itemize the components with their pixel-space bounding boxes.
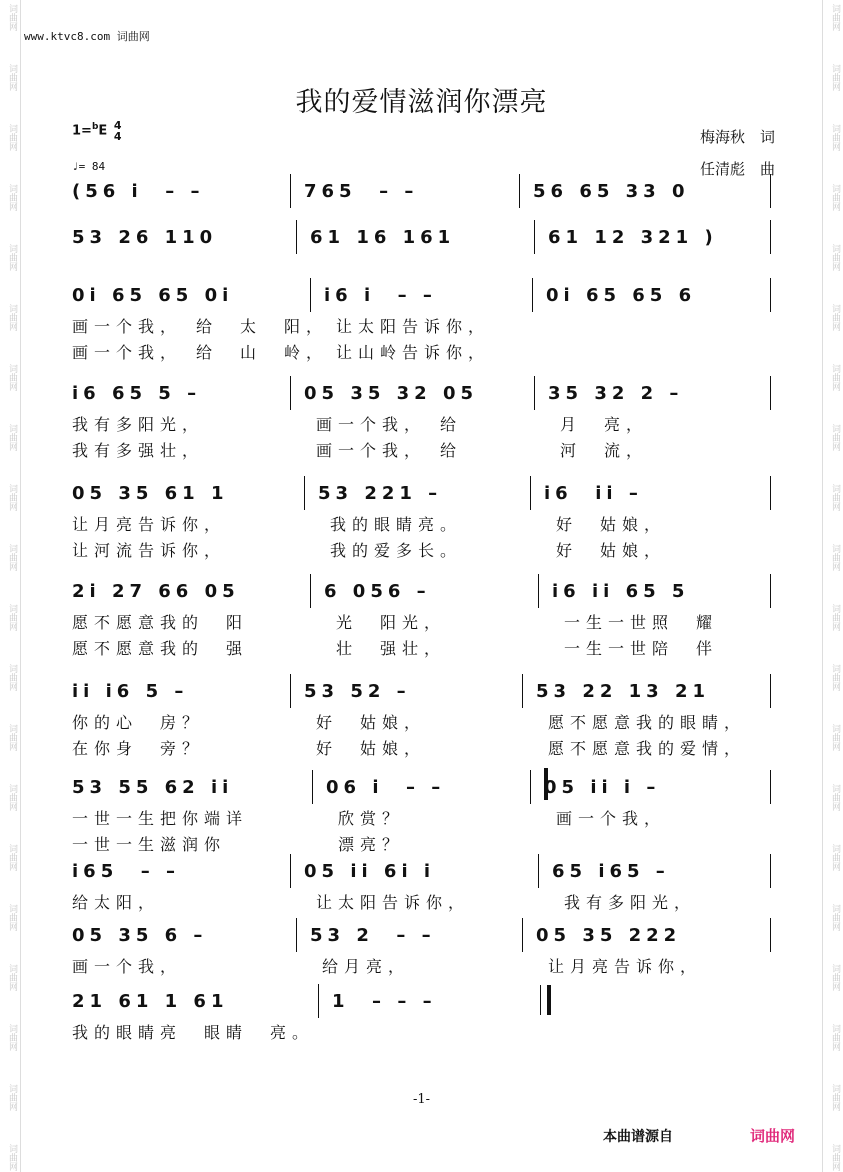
barline	[770, 770, 771, 804]
barline	[310, 574, 311, 608]
lyric-text: 我有多阳光，	[72, 415, 205, 434]
brand-logo: 词曲网	[750, 1127, 796, 1145]
barline	[770, 278, 771, 312]
measure-notes: 56 65 33 0	[533, 181, 690, 202]
lyric-text: 画一个我，	[556, 809, 667, 828]
score-line	[64, 924, 776, 948]
score-line	[64, 776, 776, 800]
barline	[312, 770, 313, 804]
measure-notes: 53 22 13 21	[536, 681, 710, 702]
barline	[530, 770, 531, 804]
watermark-text: 词曲网	[830, 904, 840, 931]
barline	[534, 376, 535, 410]
lyric-text: 好 姑娘，	[556, 515, 667, 534]
lyric-text: 给太阳，	[72, 893, 161, 912]
barline	[530, 476, 531, 510]
lyric-text: 一世一生滋润你	[72, 835, 227, 854]
lyric-text: 让山岭告诉你，	[336, 343, 491, 362]
watermark-text: 词曲网	[7, 124, 17, 151]
watermark-text: 词曲网	[7, 1084, 17, 1111]
measure-notes: (56 i – –	[72, 181, 205, 202]
watermark-text: 词曲网	[7, 604, 17, 631]
barline	[290, 174, 291, 208]
lyric-text: 让月亮告诉你，	[548, 957, 703, 976]
key-signature: 1=$^b$E 4 4	[72, 119, 122, 143]
measure-notes: 61 12 321 )	[548, 227, 718, 248]
score-line	[64, 990, 776, 1014]
measure-notes: 53 221 –	[318, 483, 443, 504]
watermark-text: 词曲网	[7, 64, 17, 91]
lyric-text: 壮 强壮，	[336, 639, 447, 658]
barline	[770, 220, 771, 254]
measure-notes: 61 16 161	[310, 227, 456, 248]
score-line	[64, 482, 776, 506]
barline	[296, 918, 297, 952]
composer: 任清彪 曲	[699, 160, 775, 178]
watermark-text: 词曲网	[830, 1024, 840, 1051]
measure-notes: 0i 65 65 6	[546, 285, 697, 306]
measure-notes: i65 – –	[72, 861, 181, 882]
watermark-text: 词曲网	[7, 184, 17, 211]
measure-notes: i6 i – –	[324, 285, 437, 306]
lyric-text: 我的眼睛亮 眼睛 亮。	[72, 1023, 315, 1042]
score-line	[64, 284, 776, 308]
score-line	[64, 226, 776, 250]
measure-notes: 21 61 1 61	[72, 991, 229, 1012]
watermark-text: 词曲网	[7, 244, 17, 271]
barline	[318, 984, 319, 1018]
measure-notes: 2i 27 66 05	[72, 581, 240, 602]
lyric-text: 画一个我，	[72, 957, 183, 976]
watermark-text: 词曲网	[830, 664, 840, 691]
tempo-marking: ♩= 84	[72, 160, 106, 173]
barline	[538, 574, 539, 608]
site-url: www.ktvc8.com 词曲网	[24, 30, 150, 43]
watermark-text: 词曲网	[830, 424, 840, 451]
measure-notes: i6 65 5 –	[72, 383, 202, 404]
lyric-text: 光 阳光，	[336, 613, 447, 632]
measure-notes: 765 – –	[304, 181, 419, 202]
watermark-text: 词曲网	[830, 1084, 840, 1111]
barline	[534, 220, 535, 254]
measure-notes: 53 2 – –	[310, 925, 436, 946]
score-line	[64, 680, 776, 704]
left-margin	[0, 0, 21, 1172]
measure-notes: 05 ii i –	[544, 777, 661, 798]
measure-notes: 6 056 –	[324, 581, 431, 602]
watermark-text: 词曲网	[7, 784, 17, 811]
watermark-text: 词曲网	[7, 1024, 17, 1051]
measure-notes: 05 35 222	[536, 925, 682, 946]
lyric-text: 画一个我， 给 山 岭，	[72, 343, 329, 362]
lyricist: 梅海秋 词	[699, 128, 775, 146]
barline	[310, 278, 311, 312]
watermark-text: 词曲网	[830, 604, 840, 631]
watermark-text: 词曲网	[7, 424, 17, 451]
barline	[770, 918, 771, 952]
source-label: 本曲谱源自	[603, 1129, 673, 1145]
measure-notes: 53 52 –	[304, 681, 411, 702]
lyric-text: 好 姑娘，	[316, 739, 427, 758]
watermark-text: 词曲网	[830, 124, 840, 151]
lyric-text: 愿不愿意我的眼睛，	[548, 713, 747, 732]
measure-notes: 05 35 6 –	[72, 925, 208, 946]
score-line	[64, 860, 776, 884]
watermark-text: 词曲网	[830, 4, 840, 31]
measure-notes: 0i 65 65 0i	[72, 285, 234, 306]
score-line	[64, 580, 776, 604]
lyric-text: 愿不愿意我的爱情，	[548, 739, 747, 758]
measure-notes: ii i6 5 –	[72, 681, 189, 702]
lyric-text: 我有多阳光，	[564, 893, 697, 912]
lyric-text: 给月亮，	[322, 957, 411, 976]
barline	[522, 674, 523, 708]
watermark-text: 词曲网	[7, 664, 17, 691]
barline	[304, 476, 305, 510]
barline	[519, 174, 520, 208]
lyric-text: 画一个我， 给	[316, 441, 463, 460]
right-margin	[822, 0, 843, 1172]
lyric-text: 画一个我， 给 太 阳，	[72, 317, 329, 336]
barline	[538, 854, 539, 888]
barline	[770, 854, 771, 888]
final-barline	[540, 985, 551, 1015]
watermark-text: 词曲网	[830, 304, 840, 331]
lyric-text: 月 亮，	[560, 415, 649, 434]
lyric-text: 画一个我， 给	[316, 415, 463, 434]
watermark-text: 词曲网	[830, 484, 840, 511]
barline	[290, 376, 291, 410]
lyric-text: 漂亮？	[338, 835, 405, 854]
lyric-text: 好 姑娘，	[556, 541, 667, 560]
barline	[296, 220, 297, 254]
measure-notes: 53 26 110	[72, 227, 218, 248]
watermark-text: 词曲网	[7, 964, 17, 991]
song-title: 我的爱情滋润你漂亮	[295, 87, 548, 118]
lyric-text: 一生一世陪 伴	[564, 639, 719, 658]
watermark-text: 词曲网	[830, 544, 840, 571]
page-number: -1-	[412, 1092, 431, 1107]
measure-notes: 06 i – –	[326, 777, 446, 798]
barline	[770, 674, 771, 708]
watermark-text: 词曲网	[830, 1144, 840, 1171]
score-line	[64, 382, 776, 406]
barline	[770, 174, 771, 208]
lyric-text: 愿不愿意我的 强	[72, 639, 249, 658]
lyric-text: 我的眼睛亮。	[330, 515, 463, 534]
measure-notes: 65 i65 –	[552, 861, 670, 882]
lyric-text: 让月亮告诉你，	[72, 515, 227, 534]
lyric-text: 一世一生把你端详	[72, 809, 249, 828]
lyric-text: 在你身 旁？	[72, 739, 205, 758]
measure-notes: i6 ii –	[544, 483, 643, 504]
watermark-text: 词曲网	[830, 244, 840, 271]
watermark-text: 词曲网	[830, 964, 840, 991]
watermark-text: 词曲网	[830, 184, 840, 211]
lyric-text: 河 流，	[560, 441, 649, 460]
measure-notes: 05 35 32 05	[304, 383, 478, 404]
barline	[770, 574, 771, 608]
measure-notes: 35 32 2 –	[548, 383, 684, 404]
score-line	[64, 180, 776, 204]
watermark-text: 词曲网	[7, 844, 17, 871]
watermark-text: 词曲网	[7, 304, 17, 331]
measure-notes: 1 – – –	[332, 991, 437, 1012]
measure-notes: i6 ii 65 5	[552, 581, 690, 602]
watermark-text: 词曲网	[7, 4, 17, 31]
repeat-bar	[532, 768, 548, 800]
measure-notes: 05 ii 6i i	[304, 861, 436, 882]
lyric-text: 让河流告诉你，	[72, 541, 227, 560]
lyric-text: 愿不愿意我的 阳	[72, 613, 249, 632]
watermark-text: 词曲网	[7, 544, 17, 571]
lyric-text: 我的爱多长。	[330, 541, 463, 560]
watermark-text: 词曲网	[830, 784, 840, 811]
barline	[290, 854, 291, 888]
watermark-text: 词曲网	[830, 364, 840, 391]
lyric-text: 欣赏？	[338, 809, 405, 828]
time-signature: 4 4	[113, 119, 122, 143]
lyric-text: 让太阳告诉你，	[316, 893, 471, 912]
barline	[770, 476, 771, 510]
watermark-text: 词曲网	[7, 1144, 17, 1171]
watermark-text: 词曲网	[7, 484, 17, 511]
measure-notes: 05 35 61 1	[72, 483, 229, 504]
watermark-text: 词曲网	[7, 364, 17, 391]
lyric-text: 我有多强壮，	[72, 441, 205, 460]
lyric-text: 让太阳告诉你，	[336, 317, 491, 336]
watermark-text: 词曲网	[7, 724, 17, 751]
barline	[290, 674, 291, 708]
lyric-text: 好 姑娘，	[316, 713, 427, 732]
lyric-text: 你的心 房？	[72, 713, 205, 732]
barline	[522, 918, 523, 952]
watermark-text: 词曲网	[830, 64, 840, 91]
barline	[770, 376, 771, 410]
watermark-text: 词曲网	[7, 904, 17, 931]
watermark-text: 词曲网	[830, 724, 840, 751]
barline	[532, 278, 533, 312]
lyric-text: 一生一世照 耀	[564, 613, 719, 632]
measure-notes: 53 55 62 ii	[72, 777, 234, 798]
watermark-text: 词曲网	[830, 844, 840, 871]
